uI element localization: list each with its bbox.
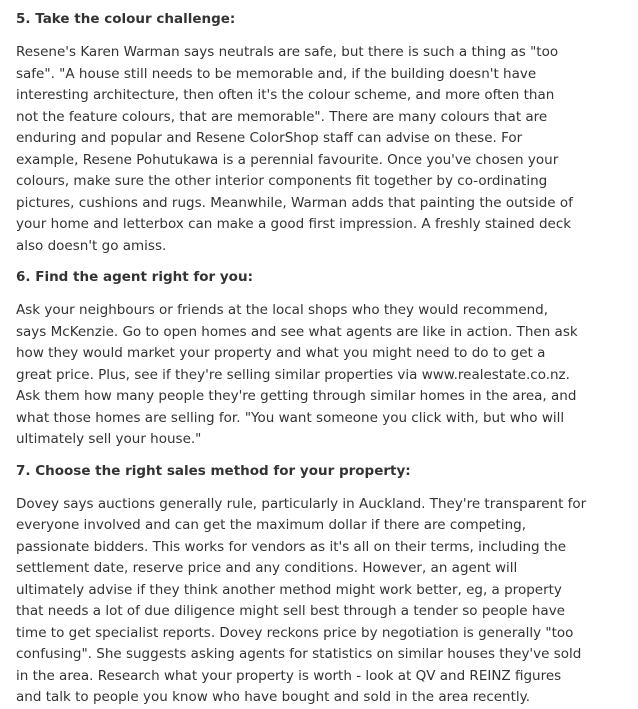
section-heading: 6. Find the agent right for you: [16, 269, 253, 285]
paragraph-line: confusing". She suggests asking agents for statistics on similar houses they've sold [16, 646, 582, 662]
paragraph-line: how they would market your property and what you might need to do to get a [16, 345, 546, 361]
paragraph-line: example, Resene Pohutukawa is a perennial favourite. Once you've chosen your [16, 151, 559, 168]
paragraph-line: Ask them how many people they're getting through similar homes in the area, and [16, 388, 577, 404]
paragraph-line: that needs a lot of due diligence might sell best through a tender so people have [16, 603, 565, 619]
paragraph-line: interesting architecture, then often it's the colour scheme, and more often than [16, 87, 555, 103]
paragraph-line: says McKenzie. Go to open homes and see what agents are like in action. Then ask [16, 323, 578, 340]
paragraph-line: pictures, cushions and rugs. Meanwhile, Warman adds that painting the outside of [16, 194, 573, 211]
paragraph-line: and talk to people you know who have bought and sold in the area recently. [16, 689, 531, 705]
section-paragraph [16, 42, 622, 257]
paragraph-line: ultimately sell your house." [16, 431, 202, 447]
paragraph-line: great price. Plus, see if they're selling similar properties via www.realestate.co.nz. [16, 366, 570, 383]
paragraph-line: time to get specialist reports. Dovey reckons price by negotiation is generally "too [16, 624, 574, 641]
paragraph-line: what those homes are selling for. "You want someone you click with, but who will [16, 409, 565, 426]
section-heading: 5. Take the colour challenge: [16, 11, 236, 27]
section-paragraph [16, 300, 622, 451]
paragraph-line: also doesn't go amiss. [16, 237, 167, 254]
paragraph-line: everyone involved and can get the maximum dollar if there are competing, [16, 517, 527, 533]
paragraph-line: passionate bidders. This works for vendors as it's all on their terms, including the [16, 538, 567, 555]
paragraph-line: Ask your neighbours or friends at the local shops who they would recommend, [16, 302, 549, 318]
paragraph-line: not the feature colours, that are memorable". There are many colours that are [16, 108, 548, 125]
paragraph-line: settlement date, reserve price and any conditions. However, an agent will [16, 560, 518, 576]
paragraph-line: Resene's Karen Warman says neutrals are safe, but there is such a thing as "too [16, 44, 559, 60]
section-heading: 7. Choose the right sales method for your property: [16, 462, 411, 479]
paragraph-line: enduring and popular and Resene ColorShop staff can advise on these. For [16, 130, 523, 146]
section-paragraph [16, 494, 622, 709]
section-sales-method [16, 460, 622, 709]
paragraph-line: Dovey says auctions generally rule, particularly in Auckland. They're transparent for [16, 495, 587, 512]
paragraph-line: your home and letterbox can make a good first impression. A freshly stained deck [16, 216, 572, 232]
section-find-agent [16, 266, 622, 451]
paragraph-line: in the area. Research what your property is worth - look at QV and REINZ figures [16, 667, 562, 684]
paragraph-line: colours, make sure the other interior components fit together by co-ordinating [16, 173, 548, 189]
paragraph-line: safe". "A house still needs to be memorable and, if the building doesn't have [16, 65, 537, 82]
section-colour-challenge [16, 8, 622, 257]
paragraph-line: ultimately advise if they think another method might work better, eg, a property [16, 581, 562, 598]
